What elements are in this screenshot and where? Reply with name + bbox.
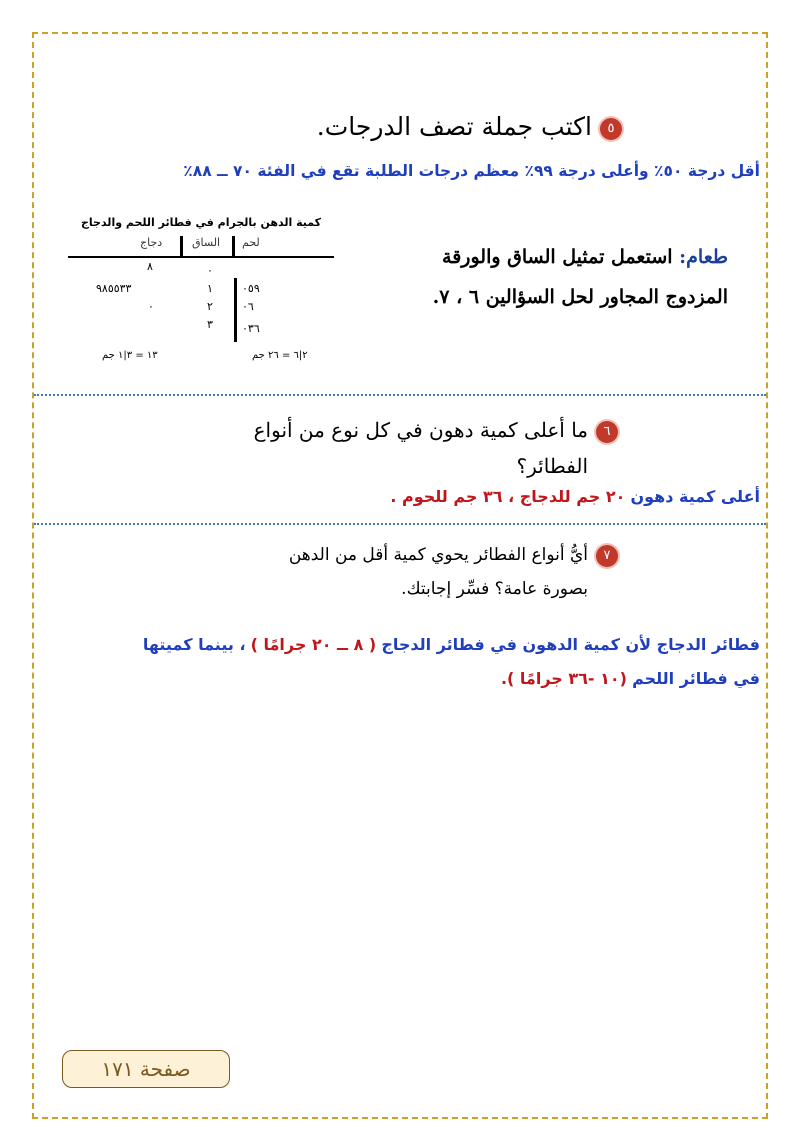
q5-number-badge: ٥	[600, 118, 622, 140]
header-chicken: دجاج	[140, 236, 163, 249]
q6-number-badge: ٦	[596, 421, 618, 443]
q6-answer	[390, 487, 760, 506]
q7-answer-line1-b: ( ٨ ــ ٢٠ جرامًا )	[250, 635, 377, 654]
q7-answer	[38, 628, 760, 696]
plot-divider-right	[232, 236, 235, 256]
q5-answer: أقل درجة ٥٠٪ وأعلى درجة ٩٩٪ معظم درجات الطلبة تقع في الفئة ٧٠ ــ ٨٨٪	[183, 162, 760, 180]
q7-answer-line1-a: فطائر الدجاج لأن كمية الدهون في فطائر الدجاج	[381, 635, 760, 654]
plot-divider-right-body	[234, 278, 237, 342]
plot-title: كمية الدهن بالجرام في فطائر اللحم والدجاج	[80, 216, 322, 229]
row0-stem: ٠	[207, 264, 213, 277]
separator-2	[34, 523, 766, 525]
separator-1	[34, 394, 766, 396]
row0-chicken: ٨	[147, 260, 153, 273]
row3-meat: ٠٣٦	[242, 322, 260, 335]
q6-question-line1: ما أعلى كمية دهون في كل نوع من أنواع	[253, 418, 588, 442]
row2-meat: ٠٦	[242, 300, 254, 313]
header-meat: لحم	[242, 236, 260, 249]
food-instruction	[388, 246, 728, 268]
plot-divider-left	[180, 236, 183, 256]
food-label: طعام:	[679, 246, 728, 268]
q7-answer-line1-c: ، بينما كميتها	[142, 635, 246, 654]
plot-key-chicken: ١٣ = ٣|١ جم	[102, 350, 158, 361]
q7-answer-line2-b: (١٠ -٣٦ جرامًا ).	[500, 669, 627, 688]
row1-chicken: ٩٨٥٥٣٣	[96, 282, 132, 295]
food-instruction-line2: المزدوج المجاور لحل السؤالين ٦ ، ٧.	[432, 286, 728, 308]
row2-chicken: ٠	[148, 300, 154, 313]
plot-key-meat: ٢|٦ = ٢٦ جم	[252, 350, 308, 361]
row1-stem: ١	[207, 282, 213, 295]
stem-leaf-plot	[62, 216, 340, 366]
row2-stem: ٢	[207, 300, 213, 313]
q6-answer-part1: أعلى كمية دهون	[630, 487, 760, 506]
plot-header-line	[68, 256, 334, 258]
q7-number-badge: ٧	[596, 545, 618, 567]
food-line1: استعمل تمثيل الساق والورقة	[442, 246, 673, 268]
page-number-label: صفحة ١٧١	[62, 1050, 230, 1088]
q6-answer-part2: ٢٠ جم للدجاج ، ٣٦ جم للحوم .	[390, 487, 626, 506]
q5-question	[317, 112, 622, 141]
header-stem: الساق	[192, 236, 221, 249]
row1-meat: ٠٥٩	[242, 282, 260, 295]
q7-answer-line2-a: في فطائر اللحم	[632, 669, 760, 688]
row3-stem: ٣	[207, 318, 213, 331]
q6-question-line2: الفطائر؟	[516, 454, 588, 478]
q7-question-line2: بصورة عامة؟ فسِّر إجابتك.	[401, 579, 588, 599]
q6-question	[158, 412, 618, 484]
q7-question-line1: أيُّ أنواع الفطائر يحوي كمية أقل من الدهن	[288, 545, 588, 565]
q5-question-text: اكتب جملة تصف الدرجات.	[316, 112, 592, 141]
q7-question	[158, 538, 618, 606]
